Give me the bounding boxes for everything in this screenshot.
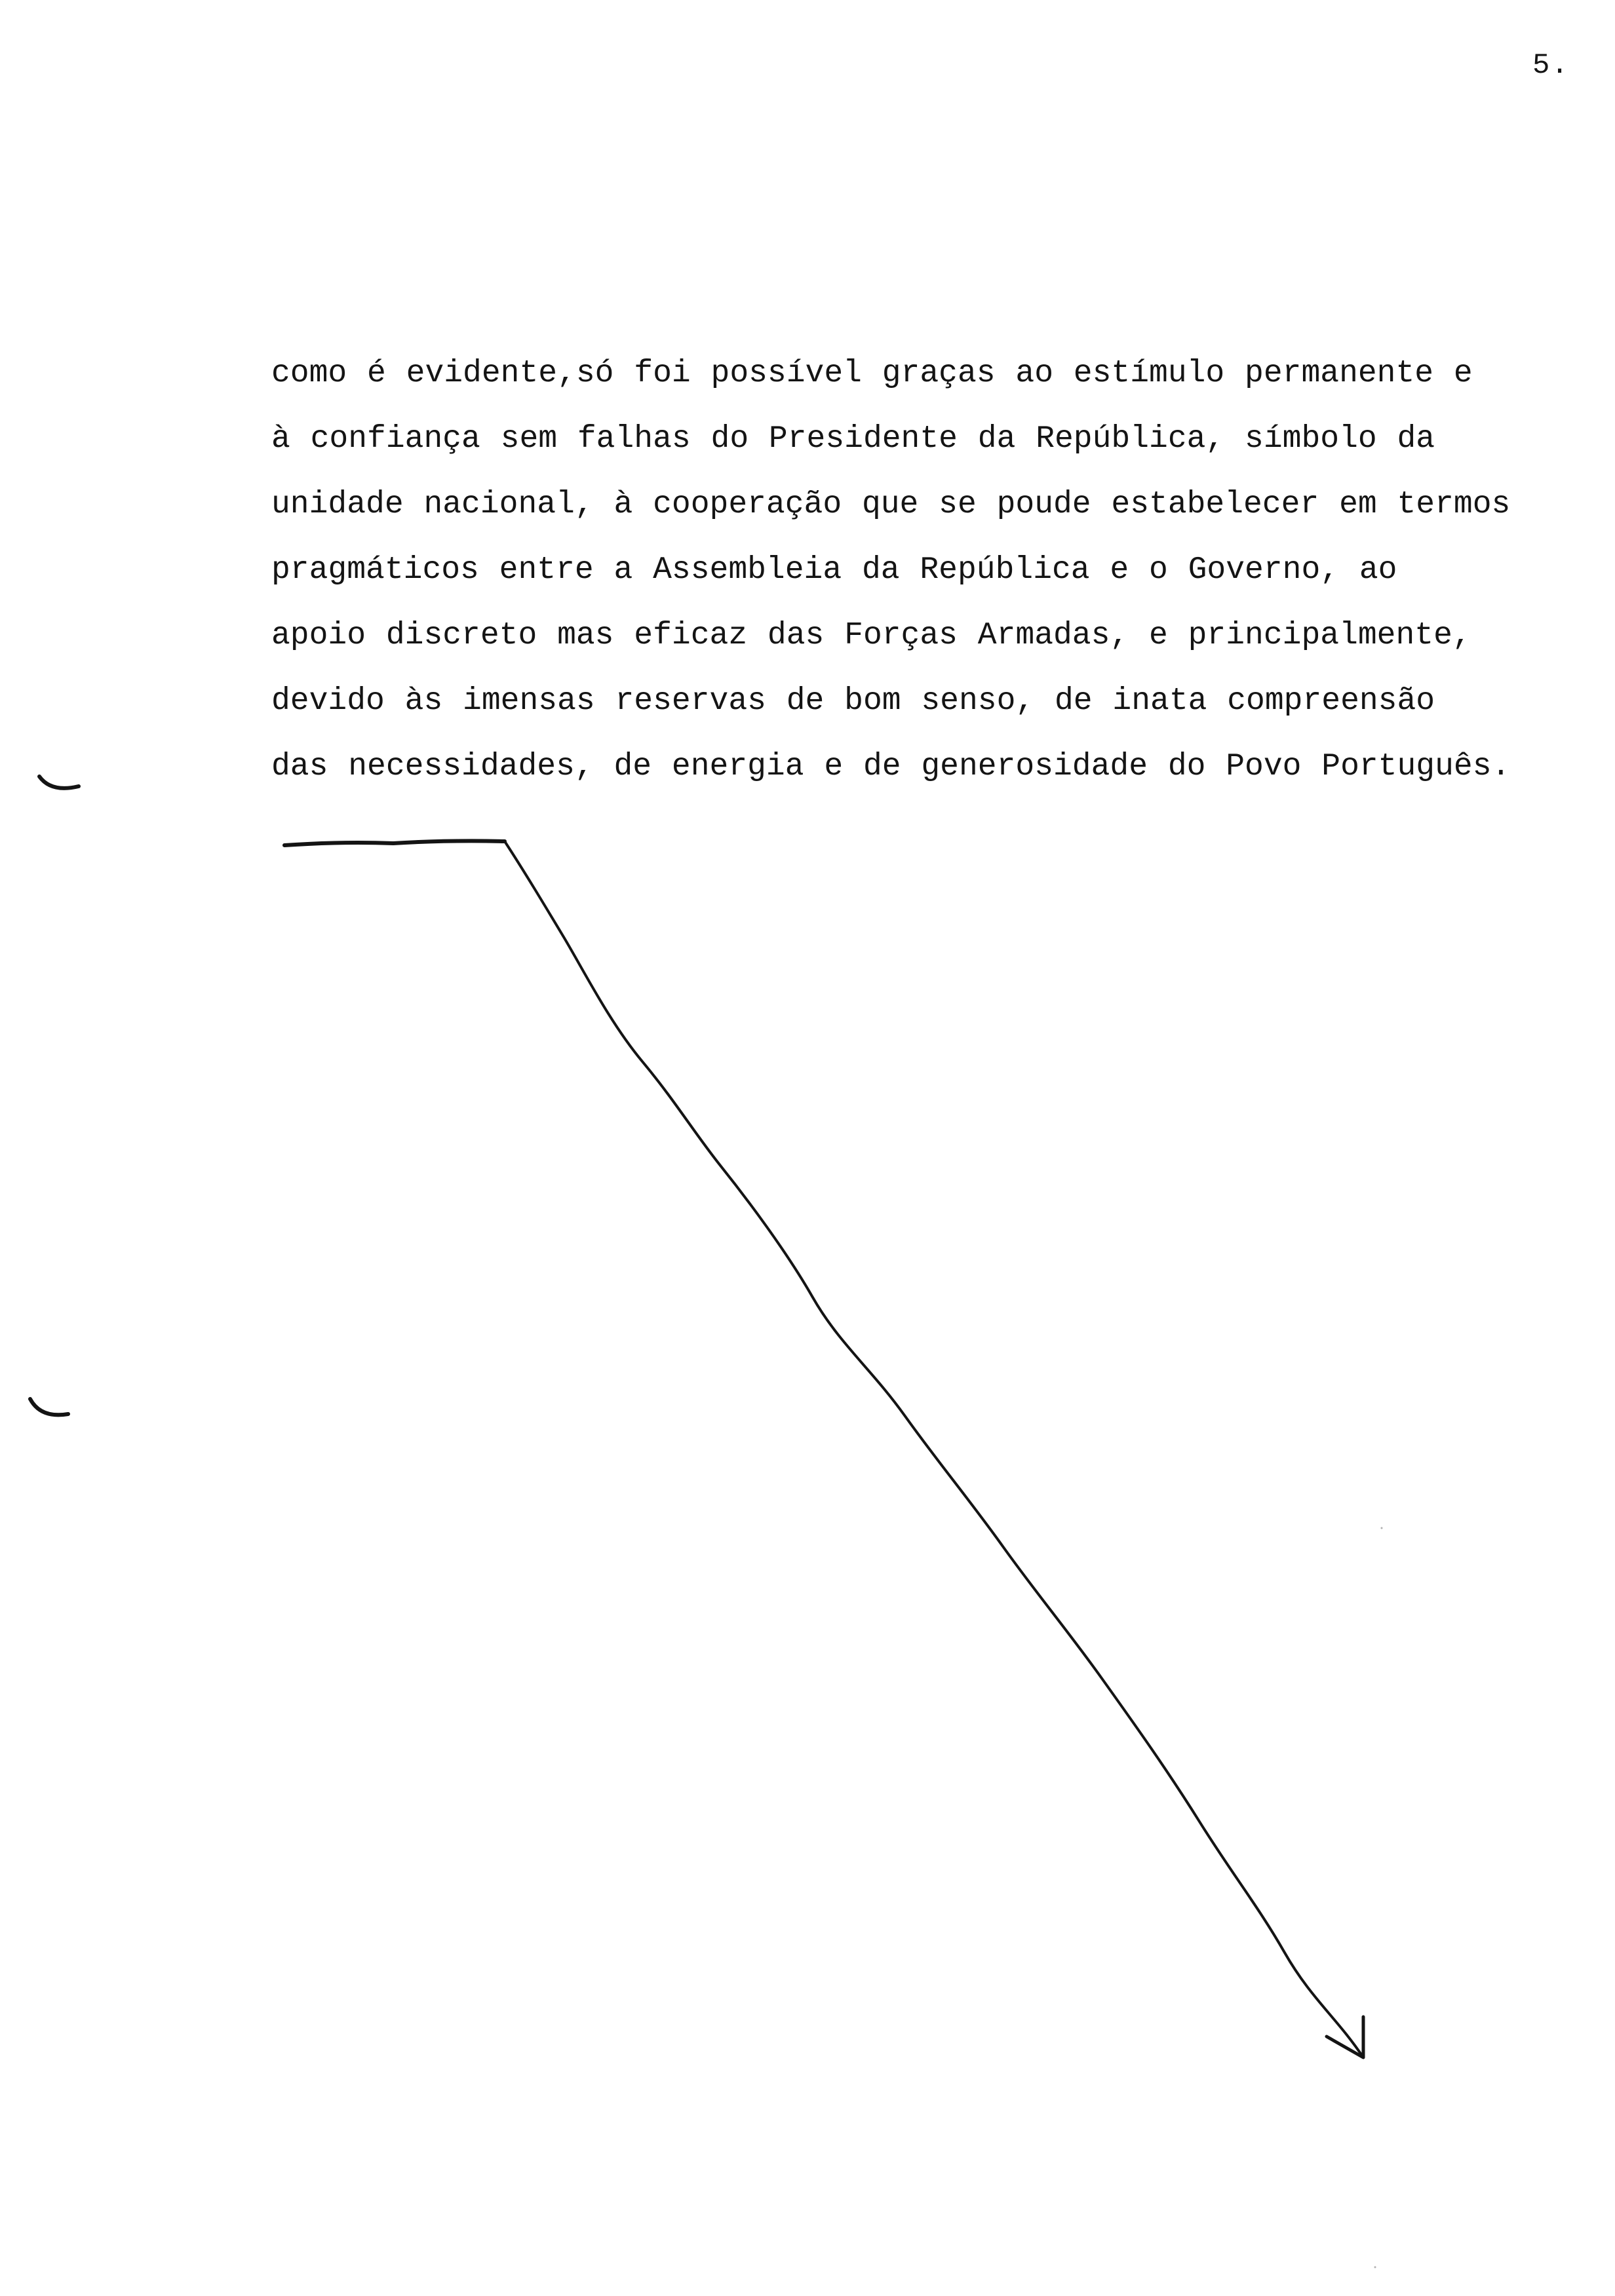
arrow-head-icon (1327, 2017, 1363, 2057)
text-line: unidade nacional, à cooperação que se poude estabelecer em termos (271, 487, 1511, 522)
text-line: das necessidades, de energia e de generosidade do Povo Português. (271, 749, 1511, 784)
page-number: 5. (1532, 49, 1570, 82)
text-line: como é evidente,só foi possível graças ao estímulo permanente e (271, 356, 1473, 391)
text-line: pragmáticos entre a Assembleia da República e o Governo, ao (271, 552, 1397, 588)
scan-speck (1374, 2267, 1376, 2268)
end-line-horizontal (284, 841, 505, 845)
binding-mark-upper (39, 776, 79, 788)
body-text (271, 341, 1569, 799)
binding-mark-lower (30, 1399, 68, 1415)
end-line-diagonal (505, 841, 1363, 2057)
text-line: à confiança sem falhas do Presidente da República, símbolo da (271, 421, 1435, 457)
text-line: devido às imensas reservas de bom senso, de inata compreensão (271, 683, 1435, 719)
scan-speck (1381, 1527, 1383, 1529)
text-line: apoio discreto mas eficaz das Forças Armadas, e principalmente, (271, 618, 1471, 653)
